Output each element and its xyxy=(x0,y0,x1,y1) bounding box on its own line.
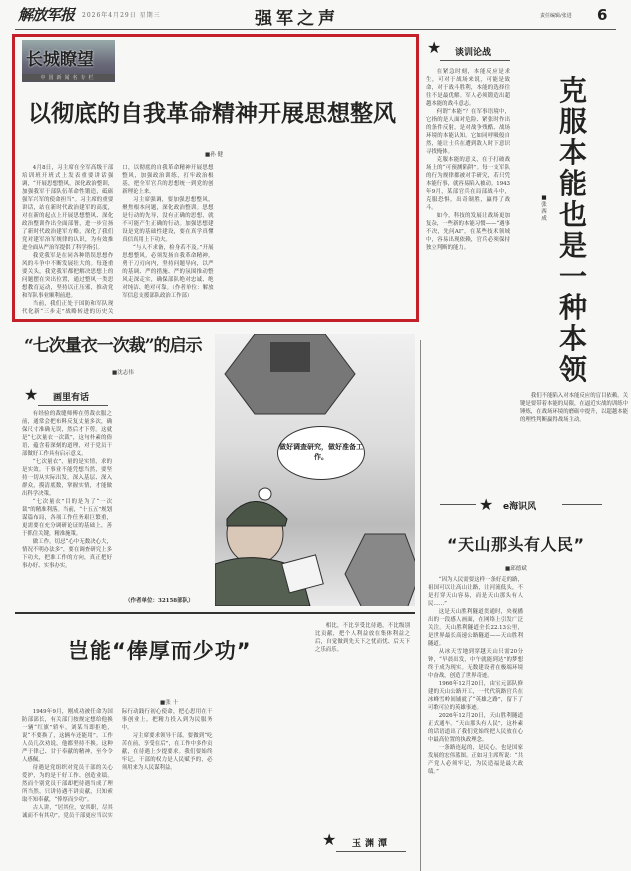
lead-byline: ■孙 健 xyxy=(205,152,223,158)
paragraph: 在紧急时刻，本能反应是求生，可对于战场来说，可能是致命，对于战斗胜利，本能的选择往往不是最优解。军人必须锻造出超越本能的战斗意志。 xyxy=(426,69,510,107)
section-title: 强军之声 xyxy=(255,9,339,29)
paragraph: 一条路连起的，是民心，也是国家发展的宏伟蓝图。正如习主席所说：“共产党人必须牢记，为民造福是最大政绩。” xyxy=(428,745,523,775)
speech-bubble: 做好调查研究，做好准备工作。 xyxy=(277,426,365,480)
paragraph: 习主席强调，要加强思想整风，聚焦根本问题，深化政治整训。思想是行动的先导，没有正确的思想，就不可能产生正确的行动。加强思想建设是党的基础性建设，要在真学真懂真信真用上下功夫。 xyxy=(122,197,214,243)
bottom-intro xyxy=(315,622,410,702)
lead-headline: 以彻底的自我革命精神开展思想整风 xyxy=(28,101,396,127)
star-icon: ★ xyxy=(24,385,39,404)
column-header-rule xyxy=(440,60,510,61)
header-rule-right xyxy=(562,504,602,505)
tianshan-article-body xyxy=(428,576,626,866)
paragraph: 从冰天雪地到穿越天山只需20分钟，“早晨出发，中午就能到达”的梦想终于成为现实。无数建设者在极端环境中奋战，创造了世界奇迹。 xyxy=(428,649,523,679)
star-icon: ★ xyxy=(322,830,337,849)
paragraph: “因为人民需要这样一条好走的路，祖国可以让高山让路，让河流低头，不是打穿天山容易，而是天山那头有人民……” xyxy=(428,577,523,607)
author-unit: （作者单位：32158部队） xyxy=(125,598,194,604)
header-divider xyxy=(15,29,616,30)
training-article-body-cont xyxy=(520,392,628,488)
masthead-logo: 解放军报 xyxy=(18,6,75,24)
column-header: e海识风 xyxy=(503,502,537,512)
paragraph: 做工作，切忌“心中无数决心大，情况不明办法多”，要在调查研究上多下功夫，把准工作的方向，真正把好事办好、实事办实。 xyxy=(22,539,112,569)
tianshan-byline: ■邱德斌 xyxy=(505,566,527,572)
paragraph: 4月8日，习主席在全军高级干部培训班开班式上发表重要讲话强调，“开展思想整风，深化政治整训，加强我军干部队伍革命性锻造，砥砺强军兴军的使命担当”。习主席的重要讲话，站在新时代政治建军的高度，对在新的起点上开展思想整风、深化政治整训作出全面部署，进一步宣扬了新时代政治建军方略，深化了我们党对建军治军规律的认识，为有效推进全面从严治军提供了科学指引。 xyxy=(22,165,114,251)
column-logo-subtitle: 中国新闻名专栏 xyxy=(22,74,115,81)
paragraph: 何谓“本能”？在军事语境中，它指的是人面对危险、紧张时作出的条件反射，是对战争残酷、战场环境的本能认知。它如同呼吸般自然，能让士兵在遭到敌人时下意识寻找掩体。 xyxy=(426,109,510,155)
comic-illustration xyxy=(215,334,415,606)
bottom-byline: ■张 十 xyxy=(160,700,178,706)
editor-credit: 责任编辑/张进 xyxy=(540,13,572,19)
tianshan-headline: “天山那头有人民” xyxy=(447,535,585,554)
column-header: 画里有话 xyxy=(53,393,90,403)
vertical-byline: ■张西成 xyxy=(541,195,547,222)
bottom-headline: 岂能“俸厚而少功” xyxy=(68,639,252,663)
star-icon: ★ xyxy=(427,38,442,57)
bottom-article-body xyxy=(22,708,412,826)
paragraph: 习主席要求领导干部，要做到“吃苦在前，享受在后”，在工作中多作贡献，在待遇上少提要求。我们要始终牢记，干部的权力是人民赋予的，必须用来为人民谋利益。 xyxy=(121,733,213,771)
feature-headline: “七次量衣一次裁”的启示 xyxy=(24,336,202,356)
issue-date: 2026年4月29日 星期三 xyxy=(82,12,161,19)
header-rule-left xyxy=(440,504,476,505)
paragraph: 如今，科技的发展让战场更加复杂，一些新的本能习惯——“遇事不决，先问AI”，在某些技术领域中，容易出现依赖，官兵必须保持独立判断的能力。 xyxy=(426,213,510,251)
feature-byline: ■沈志伟 xyxy=(112,370,134,376)
paragraph: 1966年12月20日，由宝元部队修建的天山公路开工，一代代筑路官兵在冰峰雪岭间铺就了“英雄之路”，留下了可歌可泣的英雄事迹。 xyxy=(428,681,523,711)
column-header-rule xyxy=(336,851,406,852)
paragraph: 我党我军是在同各种错误思想作风的斗争中不断发展壮大的。每逢重要关头，我党我军都把解决思想上的问题摆在突出位置，通过整风一类思想教育运动，坚持以正压邪，推动党和军队事业顺利前进。 xyxy=(22,253,114,299)
paragraph: 克服本能的意义，在于打破战场上的“可预测陷阱”。每一支军队的行为规律都被对手研究，若只凭本能行事，就容易陷入被动。1943年9月，某部官兵在局部战斗中，克服恐惧，出奇制胜，赢得了战斗。 xyxy=(426,157,510,211)
paragraph: 当前，我们正处于国防和军队现代化新“三步走”战略转进的历史关口，以彻底的自我革命精神开展思想整风，加强政治训练，打牢政治根基，把全军官兵的思想统一到党的创新理论上来。 xyxy=(22,165,214,315)
paragraph: 1949年9月，刚成功被任命为国防部部长，有关部门按规定想给他换一辆“红旗”轿车，刘某当即拒绝，说“不要换了，这辆车还能用”。工作人员几次劝说，他都坚持不换。这种严于律己、甘于奉献的精神，至今令人感佩。 xyxy=(22,709,113,763)
section-divider xyxy=(15,612,415,614)
paragraph: “七次量衣”目的是为了“一次裁”的精准利落。当前，“十五五”规划谋篇布局，各项工作任务艰巨繁重，更需要在充分调研论证的基础上，善于抓住关键，精准施策。 xyxy=(22,499,112,537)
column-logo xyxy=(22,40,115,82)
paragraph: 这是天山胜利隧道贯通时，央视播出的一段感人画面，在网络上引发广泛关注。天山胜利隧道全长22.13公里，是世界最长高速公路隧道——天山胜利隧道。 xyxy=(428,609,523,647)
paragraph: 相比，不比享受比待遇，不比级别比贡献，把个人利益放在集体利益之后，自觉做到先天下之忧而忧、后天下之乐而乐。 xyxy=(315,623,410,653)
paragraph: 古人讲，“居其位，安其职，尽其诚而不有其功”。党员干部更应当以实际行动践行初心使命，把心思用在干事创业上，把精力投入到为民服务中。 xyxy=(22,709,213,819)
lead-article-body xyxy=(22,164,414,316)
star-icon: ★ xyxy=(479,495,494,514)
paragraph: “七次量衣”，量的是实情，求的是实效。干事业不能凭想当然，要坚持一切从实际出发，深入基层、深入群众，摸清底数，掌握实情，才能做出科学决策。 xyxy=(22,459,112,497)
training-article-body xyxy=(426,68,510,492)
column-logo-title: 长城瞭望 xyxy=(26,50,94,70)
paragraph: 2026年12月20日，天山胜利隧道正式通车。“天山那头有人民”，这朴素的话语道出了我们党始终把人民放在心中最高位置的执政理念。 xyxy=(428,713,523,743)
page-number: 6 xyxy=(597,6,608,24)
column-divider xyxy=(420,340,421,871)
paragraph: 待遇是党组织对党员干部的关心爱护，为的是干好工作、创造业绩。然而个别党员干部却把待遇当成了理所当然，只讲待遇不讲贡献，只知索取不知奉献，“俸厚而少功”。 xyxy=(22,765,113,803)
paragraph: “与人不求备，检身若不及。”开展思想整风，必须发扬自我革命精神，勇于刀刃向内，坚持问题导向，以严的基调、严的措施、严的氛围推动整风走深走实，确保部队绝对忠诚、绝对纯洁、绝对可靠。（作者单位：解放军信息支援部队政治工作部） xyxy=(122,245,214,299)
feature-article-body xyxy=(22,385,210,585)
paragraph: 我们不能陷入对本能反应的盲目依赖。关键是要带着本能的局限，在逼近实战的训练中锤炼，在战场环境的磨砺中提升，以超越本能的理性判断赢得战场主动。 xyxy=(520,393,628,423)
column-header: 谈训论战 xyxy=(455,48,492,58)
column-header: 玉渊潭 xyxy=(352,839,392,849)
paragraph: 有经验的裁缝师傅在剪裁衣服之前，通常会把布料反复丈量多次，确保尺寸准确无误，然后才下剪。这就是“七次量衣一次裁”，这句朴素的俗语，蕴含着深刻的道理，对于党员干部做好工作具有启示意义。 xyxy=(22,411,112,457)
vertical-headline: 克服本能也是一种本领 xyxy=(558,74,587,386)
